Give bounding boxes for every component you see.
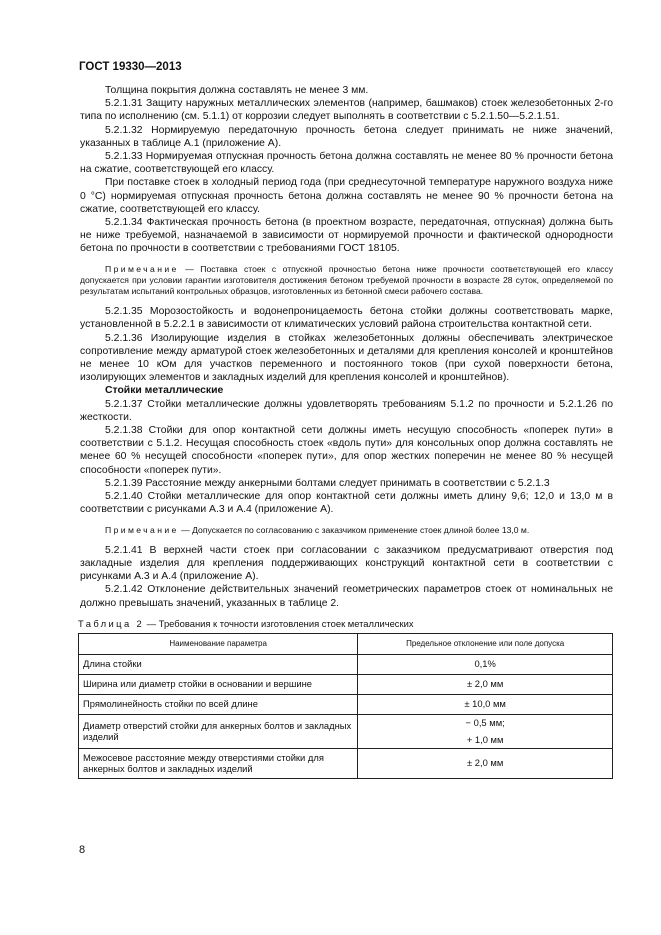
paragraph: При поставке стоек в холодный период года (при среднесуточной температуре наружного воздуха ниже 0 °С) нормируемая отпускная прочность бетона должна составлять не менее 90 % прочности бетона на сжатие, соответствующей его классу. xyxy=(80,177,613,215)
table-caption-label: Таблица 2 xyxy=(78,617,145,629)
tolerance-cell: ± 2,0 мм xyxy=(358,748,613,778)
note-label: Примечание xyxy=(105,524,179,535)
paragraph: 5.2.1.36 Изолирующие изделия в стойках железобетонных должны обеспечивать электрическое сопротивление между арматурой стоек железобетонных и деталями для крепления консолей и кронштейнов не менее 10 кОм для участков переменного и постоянного токов (при сухой поверхности бетона, изолирующих элементов и закладных изделий для крепления консолей и кронштейнов). xyxy=(80,332,613,384)
paragraph: 5.2.1.40 Стойки металлические для опор контактной сети должны иметь длину 9,6; 12,0 и 13,0 м в соответствии с рисунками А.3 и А.4 (приложение А). xyxy=(80,491,613,516)
parameter-name-cell: Прямолинейность стойки по всей длине xyxy=(79,694,358,714)
paragraph: 5.2.1.33 Нормируемая отпускная прочность бетона должна составлять не менее 80 % прочности бетона на сжатие, соответствующей его классу. xyxy=(80,151,613,176)
paragraph: 5.2.1.39 Расстояние между анкерными болтами следует принимать в соответствии с 5.2.1.3 xyxy=(105,477,550,489)
table-header-row xyxy=(79,633,613,654)
page-number: 8 xyxy=(79,844,86,856)
page-body xyxy=(80,84,613,779)
paragraph: 5.2.1.31 Защиту наружных металлических элементов (например, башмаков) стоек железобетонных 2-го типа по исполнению (см. 5.1.1) от коррозии следует выполнять в соответствии с 5.2.1.50—5.2.1.51. xyxy=(80,98,613,123)
paragraph: 5.2.1.32 Нормируемую передаточную прочность бетона следует принимать не ниже значений, указанных в таблице А.1 (приложение А). xyxy=(80,124,613,149)
paragraph: 5.2.1.37 Стойки металлические должны удовлетворять требованиям 5.1.2 по прочности и 5.2.1.26 по жесткости. xyxy=(80,398,613,423)
paragraph: 5.2.1.35 Морозостойкость и водонепроницаемость бетона стойки должны соответствовать марке, установленной в 5.2.2.1 в зависимости от климатических условий района строительства контактной сети. xyxy=(80,306,613,331)
table-caption xyxy=(78,618,613,630)
table-header-cell: Наименование параметра xyxy=(79,633,358,654)
note-label: Примечание xyxy=(105,263,179,274)
note xyxy=(80,264,613,298)
table-row xyxy=(79,654,613,674)
paragraph: 5.2.1.34 Фактическая прочность бетона (в проектном возрасте, передаточная, отпускная) должна быть не ниже требуемой, назначаемой в зависимости от нормируемой прочности и фактической однородности бетона по прочности в соответствии с требованиями ГОСТ 18105. xyxy=(80,217,613,255)
parameter-name-cell: Длина стойки xyxy=(79,654,358,674)
table-row xyxy=(79,674,613,694)
note-text: — Поставка стоек с отпускной прочностью бетона ниже прочности соответствующей его классу допускается при условии гарантии изготовителя достижения бетоном требуемой прочности в возрасте 28 суток, определяемой по результатам испытаний контрольных образцов, изготовленных из бетонной смеси рабочего состава. xyxy=(80,263,613,297)
tolerance-cell: ± 2,0 мм xyxy=(358,674,613,694)
tolerance-table xyxy=(78,633,613,779)
table-row xyxy=(79,694,613,714)
tolerance-cell xyxy=(358,714,613,748)
tolerance-value: − 0,5 мм; xyxy=(465,717,505,729)
note xyxy=(80,525,613,536)
tolerance-cell: ± 10,0 мм xyxy=(358,694,613,714)
table-row xyxy=(79,714,613,748)
paragraph: 5.2.1.38 Стойки для опор контактной сети должны иметь несущую способность «поперек пути» в соответствии с 5.1.2. Несущая способность стоек «вдоль пути» для консольных опор должна составлять не менее 60 % несущей способности «поперек пути», для опор жестких поперечин не менее 80 % несущей способности «поперек пути». xyxy=(80,425,613,476)
table-row xyxy=(79,748,613,778)
document-code-header: ГОСТ 19330—2013 xyxy=(79,61,182,73)
tolerance-value: + 1,0 мм xyxy=(466,733,504,745)
parameter-name-cell: Ширина или диаметр стойки в основании и вершине xyxy=(79,674,358,694)
paragraph: 5.2.1.42 Отклонение действительных значений геометрических параметров стоек от номинальных не должно превышать значений, указанных в таблице 2. xyxy=(80,584,613,609)
parameter-name-cell: Межосевое расстояние между отверстиями стойки для анкерных болтов и закладных изделий xyxy=(79,748,358,778)
note-text: — Допускается по согласованию с заказчиком применение стоек длиной более 13,0 м. xyxy=(178,524,530,535)
paragraph: Толщина покрытия должна составлять не менее 3 мм. xyxy=(105,85,369,96)
table-caption-text: — Требования к точности изготовления стоек металлических xyxy=(144,617,414,629)
tolerance-cell: 0,1% xyxy=(358,654,613,674)
parameter-name-cell: Диаметр отверстий стойки для анкерных болтов и закладных изделий xyxy=(79,714,358,748)
table-header-cell: Предельное отклонение или поле допуска xyxy=(358,633,613,654)
paragraph: 5.2.1.41 В верхней части стоек при согласовании с заказчиком предусматривают отверстия под закладные изделия для крепления поддерживающих конструкций контактной сети в соответствии с рисунками А.3 и А.4 (приложение А). xyxy=(80,544,613,583)
section-subheading: Стойки металлические xyxy=(105,385,224,397)
